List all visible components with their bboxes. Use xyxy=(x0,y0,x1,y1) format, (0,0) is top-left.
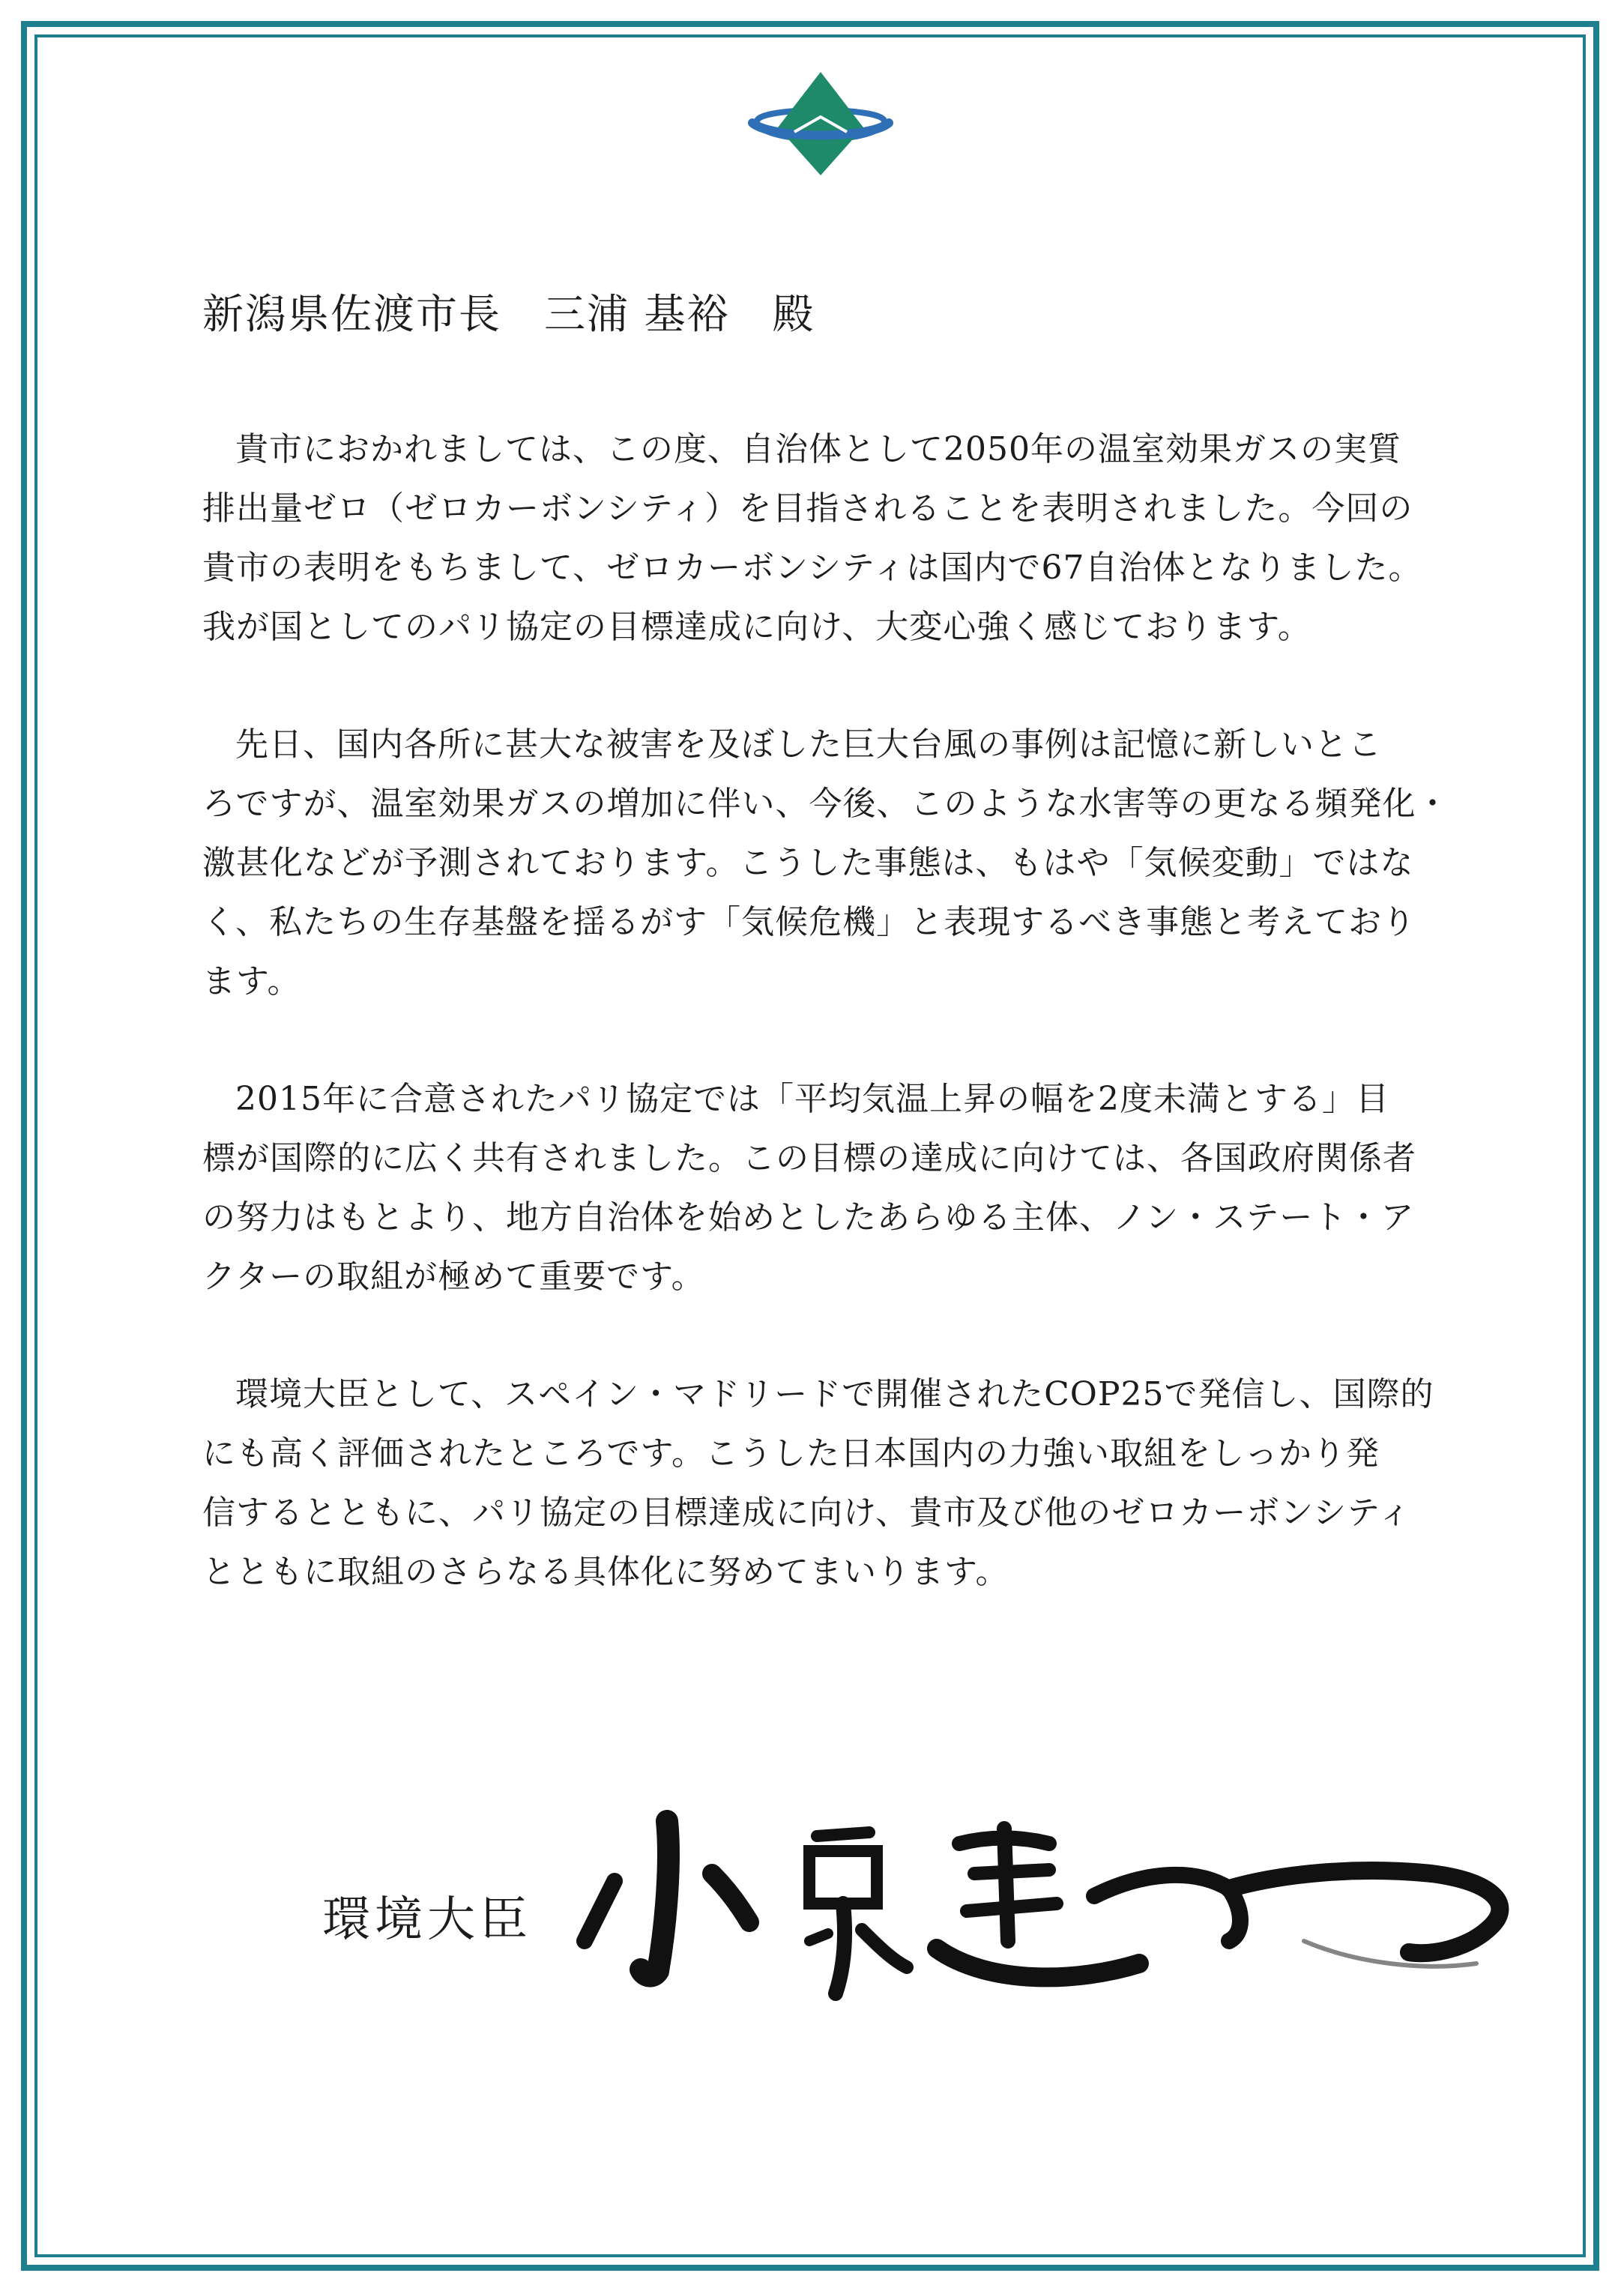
paragraph-line: とともに取組のさらなる具体化に努めてまいります。 xyxy=(202,1553,1009,1591)
paragraph-line: 標が国際的に広く共有されました。この目標の達成に向けては、各国政府関係者 xyxy=(202,1139,1416,1177)
salutation: 新潟県佐渡市長 三浦 基裕 殿 xyxy=(202,290,815,338)
paragraph-line: 貴市におかれましては、この度、自治体として2050年の温室効果ガスの実質 xyxy=(235,430,1401,468)
paragraph-line: の努力はもとより、地方自治体を始めとしたあらゆる主体、ノン・ステート・ア xyxy=(202,1198,1415,1237)
letter-body xyxy=(202,420,1450,1660)
paragraph-1 xyxy=(202,420,1431,656)
paragraph-line: ます。 xyxy=(202,962,301,1000)
paragraph-line: にも高く評価されたところです。こうした日本国内の力強い取組をしっかり発 xyxy=(202,1434,1380,1473)
paragraph-2 xyxy=(202,715,1450,1011)
signer-title: 環境大臣 xyxy=(322,1892,532,1948)
paragraph-line: 貴市の表明をもちまして、ゼロカーボンシティは国内で67自治体となりました。 xyxy=(202,549,1422,587)
ministry-of-environment-logo-icon xyxy=(742,67,899,180)
signature-block xyxy=(322,1791,1551,2016)
paragraph-line: 2015年に合意されたパリ協定では「平均気温上昇の幅を2度未満とする」目 xyxy=(235,1080,1389,1118)
paragraph-line: く、私たちの生存基盤を揺るがす「気候危機」と表現するべき事態と考えており xyxy=(202,903,1416,941)
paragraph-line: 信するとともに、パリ協定の目標達成に向け、貴市及び他のゼロカーボンシティ xyxy=(202,1494,1412,1532)
paragraph-line: 激甚化などが予測されております。こうした事態は、もはや「気候変動」ではな xyxy=(202,844,1414,882)
paragraph-line: 先日、国内各所に甚大な被害を及ぼした巨大台風の事例は記憶に新しいとこ xyxy=(235,725,1382,764)
paragraph-line: 環境大臣として、スペイン・マドリードで開催されたCOP25で発信し、国際的 xyxy=(235,1375,1434,1413)
paragraph-4 xyxy=(202,1365,1434,1602)
paragraph-line: 排出量ゼロ（ゼロカーボンシティ）を目指されることを表明されました。今回の xyxy=(202,489,1413,528)
paragraph-line: ろですが、温室効果ガスの増加に伴い、今後、このような水害等の更なる頻発化・ xyxy=(202,785,1450,823)
brush-signature-icon xyxy=(570,1791,1544,2016)
paragraph-line: 我が国としてのパリ協定の目標達成に向け、大変心強く感じております。 xyxy=(202,608,1311,646)
paragraph-3 xyxy=(202,1069,1431,1306)
paragraph-line: クターの取組が極めて重要です。 xyxy=(202,1258,705,1296)
